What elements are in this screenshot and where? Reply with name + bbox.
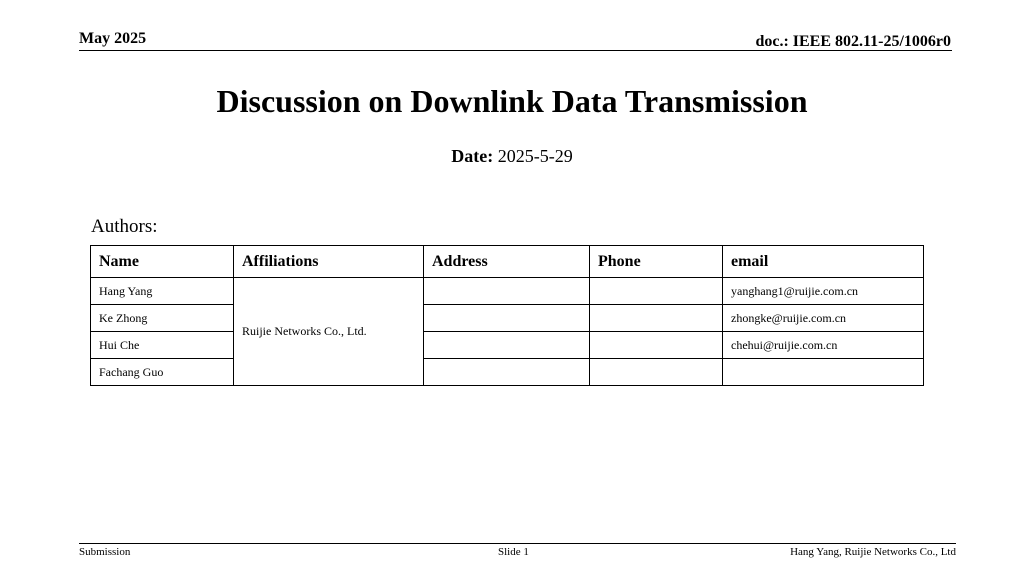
slide-title: Discussion on Downlink Data Transmission — [216, 83, 808, 119]
date-value: 2025-5-29 — [497, 146, 573, 166]
author-address — [424, 359, 590, 386]
column-header-affiliations: Affiliations — [234, 246, 424, 278]
header-date: May 2025 — [79, 30, 147, 47]
header-rule — [79, 50, 952, 51]
author-name: Hang Yang — [91, 278, 234, 305]
table-row — [91, 359, 924, 386]
author-email — [723, 359, 924, 386]
footer-rule — [79, 543, 956, 544]
footer-slide-number: Slide 1 — [498, 546, 529, 558]
author-phone — [590, 278, 723, 305]
author-address — [424, 305, 590, 332]
date-line — [0, 146, 1024, 167]
author-phone — [590, 359, 723, 386]
footer-submission: Submission — [79, 546, 131, 558]
table-row — [91, 278, 924, 305]
authors-label: Authors: — [91, 216, 158, 237]
author-affiliation: Ruijie Networks Co., Ltd. — [234, 278, 424, 386]
authors-table — [90, 245, 924, 386]
column-header-name: Name — [91, 246, 234, 278]
author-name: Hui Che — [91, 332, 234, 359]
column-header-phone: Phone — [590, 246, 723, 278]
author-email: zhongke@ruijie.com.cn — [723, 305, 924, 332]
footer-author: Hang Yang, Ruijie Networks Co., Ltd — [790, 546, 956, 558]
author-address — [424, 278, 590, 305]
table-row — [91, 305, 924, 332]
author-email: chehui@ruijie.com.cn — [723, 332, 924, 359]
author-email: yanghang1@ruijie.com.cn — [723, 278, 924, 305]
table-header-row — [91, 246, 924, 278]
author-name: Fachang Guo — [91, 359, 234, 386]
header-doc-id: doc.: IEEE 802.11-25/1006r0 — [755, 33, 951, 50]
author-phone — [590, 305, 723, 332]
date-label: Date: — [451, 146, 494, 166]
table-row — [91, 332, 924, 359]
author-phone — [590, 332, 723, 359]
author-name: Ke Zhong — [91, 305, 234, 332]
author-address — [424, 332, 590, 359]
column-header-email: email — [723, 246, 924, 278]
column-header-address: Address — [424, 246, 590, 278]
